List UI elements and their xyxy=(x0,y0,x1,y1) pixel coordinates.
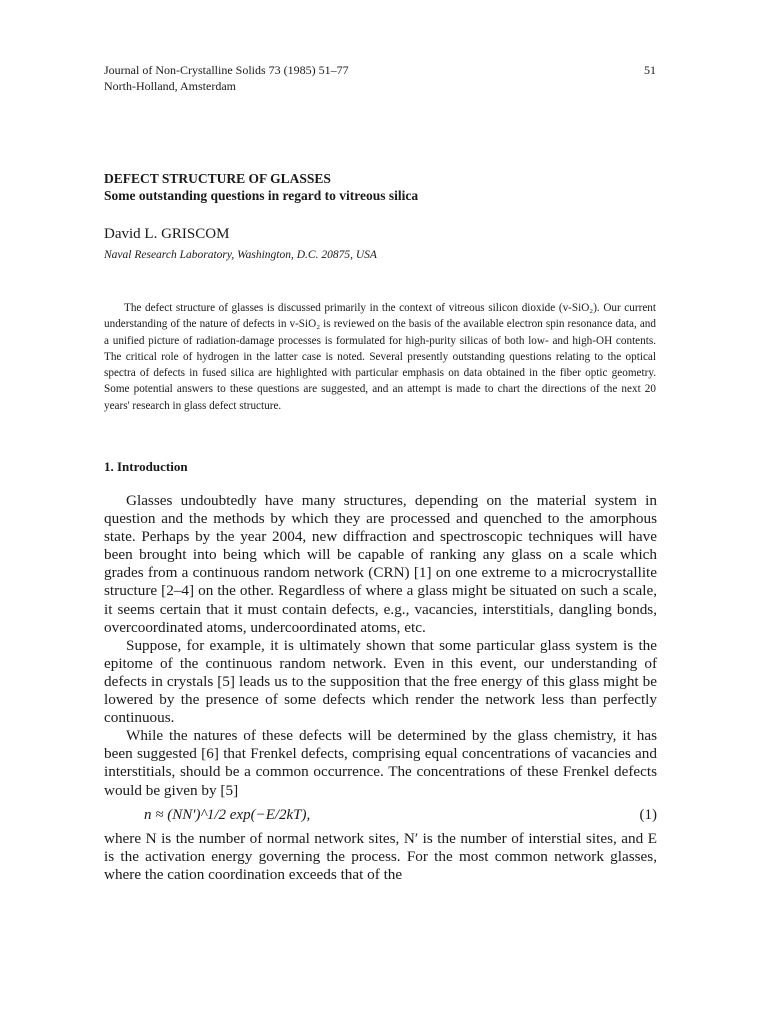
publisher-line: North-Holland, Amsterdam xyxy=(104,79,236,93)
journal-citation: Journal of Non-Crystalline Solids 73 (1985) 51–77 xyxy=(104,63,349,77)
author-affiliation: Naval Research Laboratory, Washington, D.C. 20875, USA xyxy=(104,249,377,261)
article-subtitle: Some outstanding questions in regard to vitreous silica xyxy=(104,188,419,203)
paragraph: where N is the number of normal network sites, N′ is the number of interstial sites, and E is the activation energy governing the process. For the most common network glasses, where the cation coordination exceeds that of the xyxy=(104,829,657,883)
author-name: David L. GRISCOM xyxy=(104,226,230,242)
paragraph: While the natures of these defects will be determined by the glass chemistry, it has been suggested [6] that Frenkel defects, comprising equal concentrations of vacancies and interstitials, should be a common occurrence. The concentrations of these Frenkel defects would be given by [5] xyxy=(104,727,657,799)
equation-number: (1) xyxy=(639,806,657,823)
paragraph: Glasses undoubtedly have many structures, depending on the material system in question and the methods by which they are processed and quenched to the amorphous state. Perhaps by the year 2004, new diffraction and spectroscopic techniques will have been brought into being which will be capable of ranking any glass on a scale which grades from a continuous random network (CRN) [1] on one extreme to a microcrystallite structure [2–4] on the other. Regardless of where a glass might be situated on such a scale, it seems certain that it must contain defects, e.g., vacancies, interstitials, dangling bonds, overcoordinated atoms, undercoordinated atoms, etc. xyxy=(104,492,657,636)
running-header xyxy=(104,62,656,94)
page-number: 51 xyxy=(644,63,656,77)
body-text xyxy=(104,492,657,884)
article-title: DEFECT STRUCTURE OF GLASSES xyxy=(104,171,331,186)
title-block xyxy=(104,170,664,204)
section-heading: 1. Introduction xyxy=(104,459,188,474)
equation: n ≈ (NN′)^1/2 exp(−E/2kT), xyxy=(144,806,311,823)
paragraph: Suppose, for example, it is ultimately shown that some particular glass system is the epitome of the continuous random network. Even in this event, our understanding of defects in crystals [5] leads us to the supposition that the free energy of this glass might be lowered by the presence of some defects which render the network less than perfectly continuous. xyxy=(104,636,657,727)
equation-row xyxy=(104,802,657,830)
abstract: The defect structure of glasses is discussed primarily in the context of vitreous silicon dioxide (v-SiO₂). Our current understanding of the nature of defects in v-SiO₂ is reviewed on the basis of the available electron spin resonance data, and a unified picture of radiation-damage processes is formulated for high-purity silicas of both low- and high-OH contents. The critical role of hydrogen in the latter case is noted. Several presently outstanding questions relating to the optical spectra of defects in fused silica are highlighted with particular emphasis on data obtained in the fiber optic geometry. Some potential answers to these questions are suggested, and an attempt is made to chart the directions of the next 20 years' research in glass defect structure. xyxy=(104,302,656,412)
